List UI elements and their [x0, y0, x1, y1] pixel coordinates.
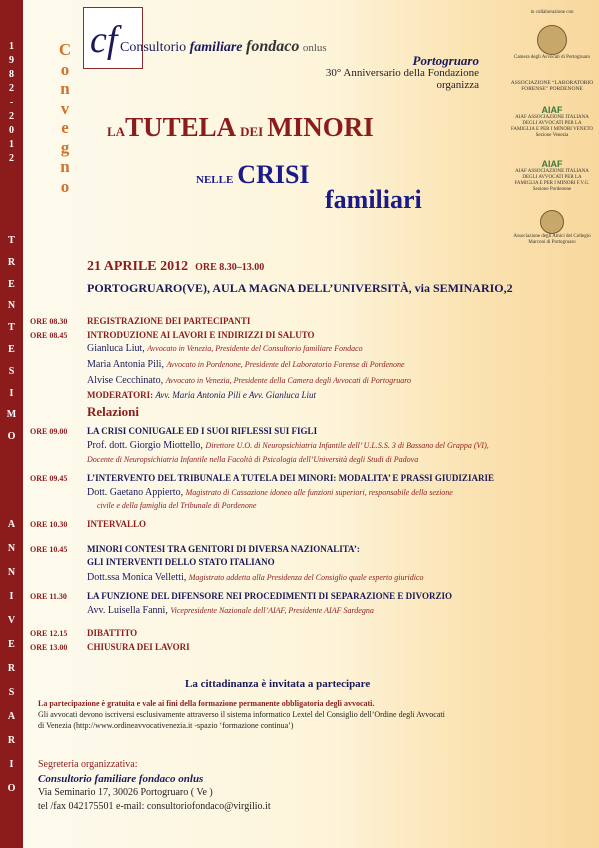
row-time: ORE 10.45 — [30, 545, 68, 554]
notes-line-3: di Venezia (http://www.ordineavvocativenezia.it -spazio ‘formazione continua’) — [38, 721, 294, 730]
organizza-line: organizza — [436, 79, 479, 91]
event-date — [87, 259, 264, 275]
aiaf-logo-icon: AIAF — [541, 105, 563, 115]
notes-line-2: Gli avvocati devono iscriversi esclusivamente attraverso il sistema informatico Lextel del Consiglio dell’Ordine degli Avvocati — [38, 710, 445, 719]
speaker-role: Magistrato di Cassazione idoneo alle funzioni superiori, responsabile della sezione — [185, 488, 453, 497]
side-letter: 2 — [9, 83, 14, 94]
program-row — [30, 642, 190, 652]
side-letter: 2 — [9, 153, 14, 164]
speaker-name: Maria Antonia Pili, — [87, 359, 164, 370]
org-onlus: onlus — [302, 42, 327, 54]
convegno-vertical — [53, 40, 77, 196]
secretariat-contact: tel /fax 042175501 e-mail: consultoriofondaco@virgilio.it — [38, 801, 271, 812]
side-letter: S — [8, 687, 15, 698]
side-letter: M — [6, 409, 17, 421]
partner-5 — [510, 210, 594, 246]
invite-text: La cittadinanza è invitata a partecipare — [185, 678, 371, 690]
partner-1-text: Camera degli Avvocati di Portogruaro — [514, 55, 590, 60]
program-row — [30, 544, 360, 554]
section-relazioni: Relazioni — [87, 404, 139, 419]
row-time: ORE 10.30 — [30, 520, 68, 529]
org-subtitle — [279, 55, 479, 91]
partner-3-text: AIAF ASSOCIAZIONE ITALIANA DEGLI AVVOCATI PER LA FAMIGLIA E PER I MINORI VENETO Sezione Venezia — [510, 115, 594, 138]
mod-names: Avv. Maria Antonia Pili e Avv. Gianluca Liut — [155, 390, 316, 400]
mod-label: MODERATORI: — [87, 390, 154, 400]
row-title: MINORI CONTESI TRA GENITORI DI DIVERSA NAZIONALITA’: — [87, 544, 360, 554]
program-row — [30, 628, 137, 638]
speaker-role: Magistrato addetta alla Presidenza del Consiglio quale esperto giuridico — [188, 573, 424, 582]
speaker-role: Direttore U.O. di Neuropsichiatria Infantile dell’ U.L.S.S. 3 di Bassano del Grappa (VI), — [205, 441, 489, 450]
speaker-name: Avv. Luisella Fanni, — [87, 605, 168, 616]
speaker-role: Vicepresidente Nazionale dell’AIAF, Presidente AIAF Sardegna — [170, 606, 374, 615]
event-place: PORTOGRUARO(VE), AULA MAGNA DELL’UNIVERSITÀ, via SEMINARIO,2 — [87, 281, 513, 295]
side-letter: A — [7, 711, 16, 722]
speaker-role-cont: Docente di Neuropsichiatria Infantile nella Facoltà di Psicologia dell’Università degli Studi di Padova — [87, 455, 419, 464]
convegno-letter: e — [61, 118, 69, 137]
side-letter: R — [7, 256, 16, 268]
title-tutela: TUTELA — [125, 112, 237, 142]
convegno-letter: g — [60, 137, 70, 157]
row-time: ORE 11.30 — [30, 592, 67, 601]
aiaf-logo-icon-2: AIAF — [541, 159, 563, 169]
side-letter: - — [9, 97, 14, 108]
speaker — [87, 487, 453, 498]
side-word-trentesimo — [0, 230, 23, 448]
time-text: ORE 8.30–13.00 — [195, 262, 265, 273]
row-title: INTRODUZIONE AI LAVORI E INDIRIZZI DI SALUTO — [87, 330, 315, 340]
secretariat — [38, 758, 271, 814]
org-name — [120, 38, 327, 56]
city: Portogruaro — [412, 53, 479, 68]
side-letter: 2 — [9, 111, 14, 122]
partner-4-text: AIAF ASSOCIAZIONE ITALIANA DEGLI AVVOCATI PER LA FAMIGLIA E PER I MINORI F.V.G. Sezione Pordenone — [514, 169, 590, 192]
speaker — [87, 572, 424, 583]
secretariat-heading: Segreteria organizzativa: — [38, 759, 138, 770]
side-letter: I — [9, 387, 14, 399]
row-title: LA FUNZIONE DEL DIFENSORE NEI PROCEDIMENTI DI SEPARAZIONE E DIVORZIO — [87, 591, 452, 601]
side-letter: 1 — [9, 41, 14, 52]
row-title: REGISTRAZIONE DEI PARTECIPANTI — [87, 316, 251, 326]
program-row — [30, 330, 315, 340]
convegno-letter: o — [60, 176, 70, 196]
partner-5-text: Associazione degli Amici del Collegio Marconi di Portogruaro — [513, 234, 591, 245]
partner-1 — [510, 25, 594, 61]
side-letter: S — [8, 365, 15, 377]
org-prefix: Consultorio — [120, 40, 190, 55]
row-title: L’INTERVENTO DEL TRIBUNALE A TUTELA DEI MINORI: MODALITA’ E PRASSI GIUDIZIARIE — [87, 473, 494, 483]
title-la: LA — [107, 124, 126, 139]
row-time: ORE 13.00 — [30, 643, 68, 652]
org-fondaco: fondaco — [246, 38, 300, 55]
collab-title: in collaborazione con — [530, 10, 574, 15]
speaker-role: Avvocato in Pordenone, Presidente del Laboratorio Forense di Pordenone — [166, 360, 405, 369]
program-row — [30, 426, 317, 436]
speaker-role: Avvocato in Venezia, Presidente della Camera degli Avvocati di Portogruaro — [165, 376, 412, 385]
side-letter: E — [8, 639, 15, 650]
program-row — [30, 519, 146, 529]
title-line-2 — [196, 160, 310, 190]
side-letter: R — [7, 735, 16, 746]
seal-icon — [537, 25, 567, 55]
convegno-letter: v — [60, 98, 70, 118]
speaker — [87, 359, 405, 370]
side-letter: 8 — [9, 69, 14, 80]
moderators — [87, 390, 316, 400]
row-title: LA CRISI CONIUGALE ED I SUOI RIFLESSI SUI FIGLI — [87, 426, 318, 436]
side-letter: E — [8, 343, 15, 355]
speaker — [87, 343, 363, 354]
anniversary-line: 30° Anniversario della Fondazione — [325, 67, 479, 79]
org-familiare: familiare — [189, 40, 243, 55]
side-letter: N — [7, 543, 16, 554]
program-row — [30, 473, 494, 483]
row-time: ORE 09.00 — [30, 427, 68, 436]
convegno-letter: n — [60, 79, 70, 98]
side-letter: 0 — [9, 125, 14, 136]
convegno-letter: o — [60, 59, 70, 79]
side-letter: E — [8, 278, 15, 290]
partner-4 — [510, 160, 594, 193]
speaker-role-cont: civile e della famiglia del Tribunale di Pordenone — [97, 501, 257, 510]
notes-line-1: La partecipazione è gratuita e vale ai fini della formazione permanente obbligatoria degli avvocati. — [38, 699, 375, 708]
speaker-name: Dott. Gaetano Appierto, — [87, 487, 184, 498]
speaker-name: Alvise Cecchinato, — [87, 375, 164, 386]
speaker — [87, 375, 411, 386]
program-row-cont — [87, 557, 275, 567]
title-crisi: CRISI — [237, 160, 310, 189]
secretariat-address: Via Seminario 17, 30026 Portogruaro ( Ve ) — [38, 787, 213, 798]
side-letter: A — [7, 519, 16, 530]
side-letter: O — [7, 783, 16, 794]
side-letter: T — [8, 235, 15, 246]
speaker — [87, 440, 489, 451]
row-title: CHIUSURA DEI LAVORI — [87, 642, 190, 652]
row-time: ORE 08.45 — [30, 331, 68, 340]
program-row — [30, 591, 452, 601]
partner-2 — [510, 80, 594, 92]
row-time: ORE 09.45 — [30, 474, 68, 483]
row-title: INTERVALLO — [87, 519, 147, 529]
side-letter: N — [7, 300, 16, 312]
side-letter: I — [9, 591, 14, 602]
secretariat-org: Consultorio familiare fondaco onlus — [38, 773, 204, 785]
date-text: 21 APRILE 2012 — [87, 259, 189, 274]
row-title: DIBATTITO — [87, 628, 138, 638]
row-time: ORE 12.15 — [30, 629, 68, 638]
speaker-name: Dott.ssa Monica Velletti, — [87, 572, 187, 583]
partner-2-text: ASSOCIAZIONE “LABORATORIO FORENSE” PORDENONE — [510, 80, 594, 92]
convegno-letter: C — [58, 40, 72, 59]
partner-3 — [510, 106, 594, 139]
program-row — [30, 316, 250, 326]
row-time: ORE 08.30 — [30, 317, 68, 326]
side-word-anniversario — [0, 513, 23, 801]
notes — [38, 698, 578, 731]
side-letter: 1 — [9, 139, 14, 150]
side-letter: I — [9, 759, 14, 770]
side-letter: R — [7, 663, 16, 674]
speaker — [87, 605, 374, 616]
svg-text:cf: cf — [90, 19, 118, 61]
side-letter: N — [7, 567, 16, 578]
row-title-cont: GLI INTERVENTI DELLO STATO ITALIANO — [87, 557, 275, 567]
side-letter: T — [8, 322, 15, 334]
seal-icon-2 — [540, 210, 564, 234]
title-dei: DEI — [240, 124, 264, 139]
speaker-name: Prof. dott. Giorgio Miottello, — [87, 440, 203, 451]
title-minori: MINORI — [267, 112, 374, 142]
title-familiari: familiari — [325, 185, 422, 214]
side-letter: 9 — [9, 55, 14, 66]
speaker-role: Avvocato in Venezia, Presidente del Consultorio familiare Fondaco — [147, 344, 363, 353]
convegno-letter: n — [60, 157, 70, 176]
side-letter: O — [7, 431, 16, 443]
speaker-name: Gianluca Liut, — [87, 343, 145, 354]
title-line-1 — [107, 112, 374, 143]
title-nelle: NELLE — [196, 174, 234, 186]
side-letter: V — [7, 615, 16, 626]
side-years — [0, 40, 23, 166]
